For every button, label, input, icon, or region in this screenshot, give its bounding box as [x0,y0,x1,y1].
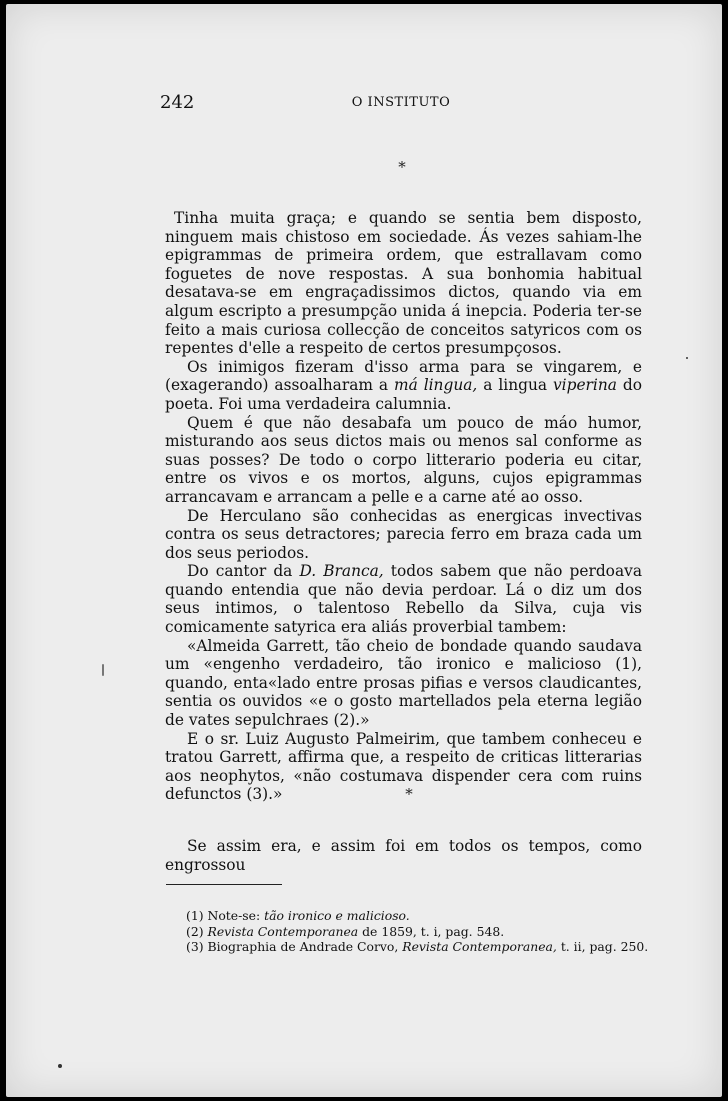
paragraph-2: Os inimigos fizeram d'isso arma para se vingarem, e (exagerando) assoalharam a má lingua, a lingua viperina do poeta. Foi uma verdadeira calumnia. [165,357,642,413]
paper-speck [686,357,688,359]
paragraph-8: Se assim era, e assim foi em todos os tempos, como engrossou [165,837,642,874]
quotation-paragraph: «Almeida Garrett, tão cheio de bondade quando saudava um «engenho verdadeiro, tão ironico e malicioso (1), quando, enta«lado entre prosas pifias e versos claudicantes, sentia os ouvidos «e o gosto martellados pela eterna legião de vates sepulchraes (2).» [165,636,642,730]
paragraph-4: De Herculano são conhecidas as energicas invectivas contra os seus detractores; parecia ferro em braza cada um dos seus periodos. [165,506,642,562]
closing-text [165,837,642,874]
italic-phrase: viperina [552,376,617,395]
paragraph-3: Quem é que não desabafa um pouco de máo humor, misturando aos seus dictos mais ou menos sal conforme as suas posses? De todo o corpo litterario poderia eu citar, entre os vivos e os mortos, alguns, cujos epigrammas arrancavam e arrancam a pelle e a carne até ao osso. [165,413,642,506]
section-separator-middle: * [405,785,413,803]
section-separator-top: * [398,158,406,176]
journal-title: O INSTITUTO [351,95,451,110]
footnote-2: (2) Revista Contemporanea de 1859, t. i, pag. 548. [186,923,505,939]
paper-speck [102,664,104,676]
running-head [160,92,642,114]
page-number: 242 [160,92,195,113]
footnote-1: (1) Note-se: tão ironico e malicioso. [186,908,410,923]
italic-title: D. Branca, [299,562,384,581]
footnote-rule [166,884,282,885]
main-text [165,209,642,804]
footnote-3: (3) Biographia de Andrade Corvo, Revista Contemporanea, t. ii, pag. 250. [186,939,649,955]
book-page [6,4,722,1097]
paragraph-1: Tinha muita graça; e quando se sentia bem disposto, ninguem mais chistoso em sociedade. Ás vezes sahiam-lhe epigrammas de primeira ordem, que estrallavam como foguetes de nove respostas. A sua bonhomia habitual desatava-se em engraçadissimos dictos, quando via em algum escripto a presumpção unida á inepcia. Poderia ter-se feito a mais curiosa collecção de conceitos satyricos com os repentes d'elle a respeito de certos presumpçosos. [165,209,642,358]
paper-speck [58,1064,62,1068]
paragraph-5: Do cantor da D. Branca, todos sabem que não perdoava quando entendia que não devia perdoar. Lá o diz um dos seus intimos, o talentoso Rebello da Silva, cuja vis comicamente satyrica era aliás proverbial tambem: [165,562,642,637]
footnotes [186,908,656,955]
italic-phrase: má lingua, [394,376,478,395]
paragraph-7: E o sr. Luiz Augusto Palmeirim, que tambem conheceu e tratou Garrett, affirma que, a respeito de criticas litterarias aos neophytos, «não costumava dispender cera com ruins defunctos (3).» [165,729,642,804]
